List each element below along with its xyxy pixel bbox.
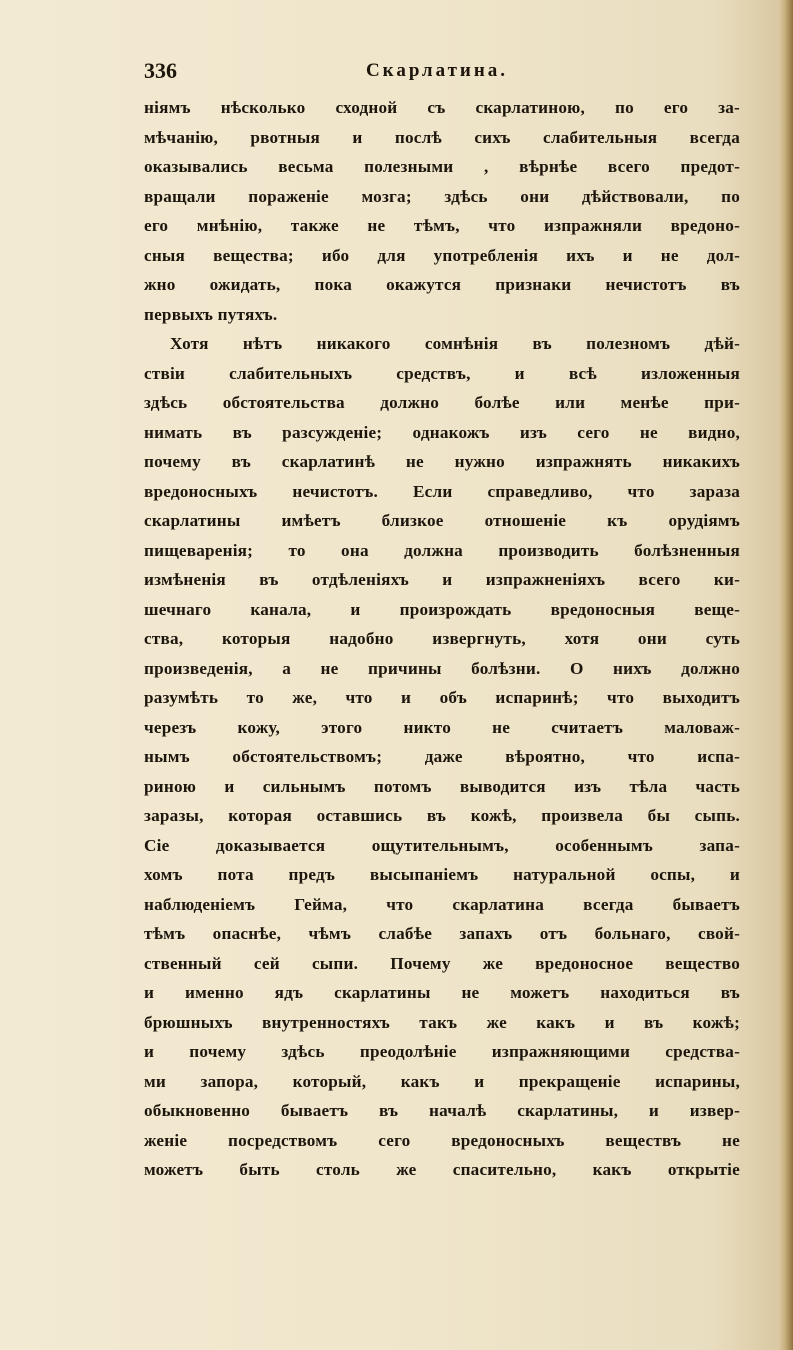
text-line: нимать въ разсужденіе; однакожъ изъ сего не видно,: [144, 422, 740, 442]
text-line: пищеваренія; то она должна производить болѣзненныя: [144, 540, 740, 560]
text-line: брюшныхъ внутренностяхъ такъ же какъ и въ кожѣ;: [144, 1012, 740, 1032]
text-line: Сіе доказывается ощутительнымъ, особеннымъ запа-: [144, 835, 740, 855]
text-line: мѣчанію, рвотныя и послѣ сихъ слабительныя всегда: [144, 127, 740, 147]
text-line: вредоносныхъ нечистотъ. Если справедливо, что зараза: [144, 481, 740, 501]
text-line: жно ожидать, пока окажутся признаки нечистотъ въ: [144, 275, 740, 294]
text-line: скарлатины имѣетъ близкое отношеніе къ орудіямъ: [144, 511, 740, 530]
text-line: разумѣть то же, что и объ испаринѣ; что выходитъ: [144, 688, 740, 707]
page-spine-edge: [779, 0, 793, 1350]
text-line: его мнѣнію, также не тѣмъ, что изпражняли вредоно-: [144, 216, 740, 235]
text-line: измѣненія въ отдѣленіяхъ и изпражненіяхъ всего ки-: [144, 570, 740, 589]
text-line: риною и сильнымъ потомъ выводится изъ тѣла часть: [144, 776, 740, 796]
text-line: оказывались весьма полезными , вѣрнѣе всего предот-: [144, 157, 740, 176]
text-line: ствіи слабительныхъ средствъ, и всѣ изложенныя: [144, 363, 740, 383]
text-line: наблюденіемъ Гейма, что скарлатина всегда бываетъ: [144, 894, 740, 914]
text-line: заразы, которая оставшись въ кожѣ, произвела бы сыпь.: [144, 806, 740, 825]
text-line: первыхъ путяхъ.: [144, 304, 278, 324]
text-line: хомъ пота предъ высыпаніемъ натуральной оспы, и: [144, 865, 740, 884]
running-title: Скарлатина.: [365, 60, 509, 81]
page-number: 336: [144, 58, 177, 83]
text-line: почему въ скарлатинѣ не нужно изпражнять никакихъ: [144, 452, 740, 471]
page-header: [144, 58, 730, 90]
text-line: черезъ кожу, этого никто не считаетъ маловаж-: [144, 717, 740, 737]
text-line: тѣмъ опаснѣе, чѣмъ слабѣе запахъ отъ больнаго, свой-: [144, 924, 740, 943]
text-line: ственный сей сыпи. Почему же вредоносное вещество: [144, 953, 740, 973]
text-line: и почему здѣсь преодолѣніе изпражняющими средства-: [144, 1042, 740, 1061]
text-line: шечнаго канала, и произрождать вредоносныя веще-: [144, 599, 740, 619]
text-line: ства, которыя надобно извергнуть, хотя они суть: [144, 629, 740, 648]
text-line: женіе посредствомъ сего вредоносныхъ веществъ не: [144, 1130, 740, 1150]
text-line: здѣсь обстоятельства должно болѣе или менѣе при-: [144, 393, 740, 412]
text-line: ми запора, который, какъ и прекращеніе испарины,: [144, 1071, 740, 1091]
text-line: можетъ быть столь же спасительно, какъ открытіе: [144, 1160, 740, 1179]
text-line: обыкновенно бываетъ въ началѣ скарлатины, и извер-: [144, 1101, 740, 1120]
text-line: ніямъ нѣсколько сходной съ скарлатиною, по его за-: [144, 98, 740, 117]
body-text: [144, 93, 740, 1185]
text-line: сныя вещества; ибо для употребленія ихъ и не дол-: [144, 245, 740, 265]
text-line: и именно ядъ скарлатины не можетъ находиться въ: [144, 983, 740, 1002]
text-line: вращали пораженіе мозга; здѣсь они дѣйствовали, по: [144, 186, 740, 206]
text-line: произведенія, а не причины болѣзни. О нихъ должно: [144, 658, 740, 678]
text-line: нымъ обстоятельствомъ; даже вѣроятно, что испа-: [144, 747, 740, 766]
text-line: Хотя нѣтъ никакого сомнѣнія въ полезномъ дѣй-: [170, 334, 740, 353]
